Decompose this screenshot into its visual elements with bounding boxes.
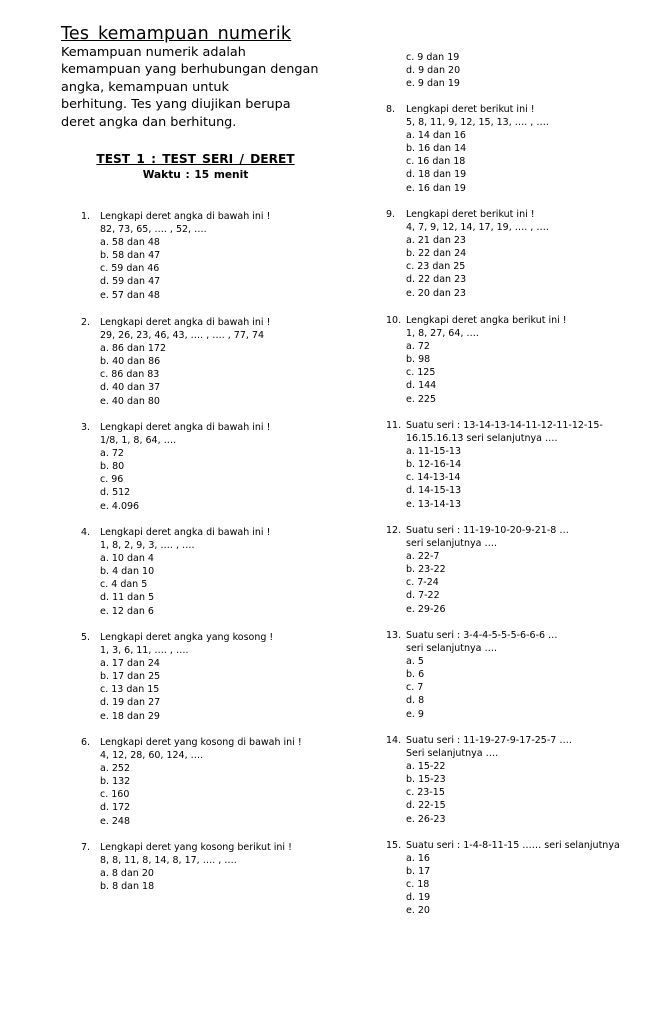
- question-text: 1/8, 1, 8, 64, ….: [100, 435, 177, 447]
- question-number: 14.: [386, 735, 402, 746]
- question-number: 8.: [386, 104, 396, 115]
- answer-option: b. 80: [100, 461, 125, 473]
- answer-option: d. 9 dan 20: [406, 65, 461, 77]
- question-number: 2.: [81, 317, 91, 328]
- answer-option: b. 15-23: [406, 774, 446, 786]
- question-text: Lengkapi deret yang kosong berikut ini !: [100, 842, 292, 853]
- question-number: 9.: [386, 209, 396, 220]
- answer-option: a. 10 dan 4: [100, 553, 154, 565]
- answer-option: e. 9: [406, 708, 424, 720]
- answer-option: a. 22-7: [406, 551, 440, 563]
- answer-option: a. 72: [100, 448, 124, 460]
- answer-option: a. 58 dan 48: [100, 237, 160, 249]
- answer-option: c. 14-13-14: [406, 472, 461, 484]
- answer-option: b. 16 dan 14: [406, 143, 467, 155]
- answer-option: a. 252: [100, 763, 130, 775]
- answer-option: b. 98: [406, 354, 431, 366]
- question-text: 16.15.16.13 seri selanjutnya ….: [406, 433, 558, 445]
- question-text: 8, 8, 11, 8, 14, 8, 17, …. , ….: [100, 855, 237, 867]
- answer-option: e. 18 dan 29: [100, 710, 160, 722]
- question-text: Lengkapi deret berikut ini !: [406, 104, 535, 115]
- question-text: Lengkapi deret angka yang kosong !: [100, 632, 274, 643]
- test-title: TEST 1 : TEST SERI / DERET: [96, 152, 295, 166]
- answer-option: e. 20 dan 23: [406, 287, 466, 299]
- answer-option: b. 6: [406, 669, 425, 681]
- question-text: Lengkapi deret yang kosong di bawah ini !: [100, 737, 302, 748]
- answer-option: e. 40 dan 80: [100, 395, 160, 407]
- question-number: 6.: [81, 737, 91, 748]
- document-title: Tes kemampuan numerik: [61, 24, 292, 44]
- answer-option: b. 12-16-14: [406, 459, 462, 471]
- question-text: Lengkapi deret angka di bawah ini !: [100, 422, 271, 433]
- answer-option: e. 225: [406, 393, 437, 405]
- answer-option: c. 7-24: [406, 577, 439, 589]
- answer-option: a. 14 dan 16: [406, 130, 466, 142]
- question-text: Suatu seri : 11-19-10-20-9-21-8 …: [406, 525, 569, 536]
- answer-option: a. 15-22: [406, 761, 446, 773]
- question-text: 4, 12, 28, 60, 124, ….: [100, 750, 204, 762]
- question-text: 1, 8, 27, 64, ….: [406, 328, 479, 340]
- question-text: Seri selanjutnya ….: [406, 748, 499, 760]
- answer-option: b. 17: [406, 866, 431, 878]
- question-number: 15.: [386, 840, 402, 851]
- answer-option: c. 7: [406, 682, 424, 694]
- answer-option: b. 22 dan 24: [406, 248, 467, 260]
- question-text: Suatu seri : 1-4-8-11-15 …… seri selanjutnya: [406, 840, 620, 851]
- question-text: seri selanjutnya ….: [406, 643, 498, 655]
- answer-option: c. 4 dan 5: [100, 579, 148, 591]
- answer-option: a. 11-15-13: [406, 446, 461, 458]
- question-number: 13.: [386, 630, 402, 641]
- answer-option: c. 23-15: [406, 787, 445, 799]
- question-number: 12.: [386, 525, 402, 536]
- question-text: 82, 73, 65, …. , 52, ….: [100, 224, 207, 236]
- answer-option: d. 19: [406, 892, 431, 904]
- answer-option: e. 57 dan 48: [100, 289, 160, 301]
- answer-option: c. 96: [100, 474, 124, 486]
- intro-paragraph: [61, 44, 336, 131]
- answer-option: d. 19 dan 27: [100, 697, 161, 709]
- answer-option: b. 8 dan 18: [100, 881, 155, 893]
- answer-option: d. 11 dan 5: [100, 592, 155, 604]
- answer-option: d. 59 dan 47: [100, 276, 161, 288]
- question-number: 11.: [386, 420, 402, 431]
- answer-option: e. 12 dan 6: [100, 605, 154, 617]
- question-number: 5.: [81, 632, 91, 643]
- answer-option: c. 160: [100, 789, 130, 801]
- answer-option: d. 14-15-13: [406, 485, 462, 497]
- answer-option: c. 86 dan 83: [100, 369, 160, 381]
- answer-option: d. 144: [406, 380, 437, 392]
- answer-option: e. 26-23: [406, 813, 446, 825]
- answer-option: e. 29-26: [406, 603, 446, 615]
- answer-option: b. 58 dan 47: [100, 250, 161, 262]
- answer-option: e. 16 dan 19: [406, 182, 466, 194]
- question-text: Lengkapi deret berikut ini !: [406, 209, 535, 220]
- question-text: Lengkapi deret angka di bawah ini !: [100, 527, 271, 538]
- question-number: 10.: [386, 315, 402, 326]
- answer-option: e. 248: [100, 815, 131, 827]
- question-text: Suatu seri : 13-14-13-14-11-12-11-12-15-: [406, 420, 603, 431]
- question-text: Suatu seri : 3-4-4-5-5-5-6-6-6 …: [406, 630, 558, 641]
- question-text: 4, 7, 9, 12, 14, 17, 19, …. , ….: [406, 222, 549, 234]
- answer-option: e. 20: [406, 905, 430, 917]
- answer-option: d. 172: [100, 802, 131, 814]
- question-text: Lengkapi deret angka di bawah ini !: [100, 211, 271, 222]
- question-text: Lengkapi deret angka di bawah ini !: [100, 317, 271, 328]
- intro-line: deret angka dan berhitung.: [61, 114, 237, 130]
- test-time-limit: Waktu : 15 menit: [142, 169, 249, 181]
- answer-option: c. 125: [406, 367, 436, 379]
- question-7-continued: [406, 51, 460, 90]
- intro-line: angka, kemampuan untuk: [61, 79, 229, 95]
- question-text: 1, 3, 6, 11, …. , ….: [100, 645, 189, 657]
- answer-option: d. 18 dan 19: [406, 169, 467, 181]
- answer-option: d. 22 dan 23: [406, 274, 467, 286]
- question-number: 7.: [81, 842, 91, 853]
- answer-option: c. 9 dan 19: [406, 52, 460, 63]
- answer-option: b. 40 dan 86: [100, 356, 161, 368]
- question-text: Suatu seri : 11-19-27-9-17-25-7 ….: [406, 735, 572, 746]
- intro-line: berhitung. Tes yang diujikan berupa: [61, 97, 291, 113]
- answer-option: a. 5: [406, 656, 424, 668]
- answer-option: d. 512: [100, 487, 131, 499]
- test-heading: [72, 152, 319, 181]
- answer-option: c. 59 dan 46: [100, 263, 160, 275]
- question-text: seri selanjutnya ….: [406, 538, 498, 550]
- answer-option: b. 17 dan 25: [100, 671, 161, 683]
- answer-option: d. 7-22: [406, 590, 440, 602]
- answer-option: d. 40 dan 37: [100, 382, 161, 394]
- answer-option: a. 17 dan 24: [100, 658, 160, 670]
- question-text: 29, 26, 23, 46, 43, …. , …. , 77, 74: [100, 330, 265, 342]
- question-number: 1.: [81, 211, 91, 222]
- intro-line: Kemampuan numerik adalah: [61, 45, 246, 60]
- question-text: 5, 8, 11, 9, 12, 15, 13, …. , ….: [406, 117, 549, 129]
- answer-option: a. 16: [406, 853, 430, 865]
- answer-option: a. 86 dan 172: [100, 343, 166, 355]
- answer-option: e. 9 dan 19: [406, 78, 460, 90]
- intro-line: kemampuan yang berhubungan dengan: [61, 62, 319, 78]
- answer-option: a. 21 dan 23: [406, 235, 466, 247]
- answer-option: c. 18: [406, 879, 430, 891]
- answer-option: a. 8 dan 20: [100, 868, 154, 880]
- answer-option: b. 4 dan 10: [100, 566, 155, 578]
- question-number: 3.: [81, 422, 91, 433]
- answer-option: d. 22-15: [406, 800, 446, 812]
- answer-option: c. 23 dan 25: [406, 261, 466, 273]
- answer-option: e. 13-14-13: [406, 498, 462, 510]
- answer-option: e. 4.096: [100, 500, 140, 512]
- answer-option: d. 8: [406, 695, 425, 707]
- question-number: 4.: [81, 527, 91, 538]
- answer-option: b. 132: [100, 776, 131, 788]
- question-text: Lengkapi deret angka berikut ini !: [406, 315, 567, 326]
- answer-option: c. 16 dan 18: [406, 156, 466, 168]
- answer-option: a. 72: [406, 341, 430, 353]
- question-text: 1, 8, 2, 9, 3, …. , ….: [100, 540, 195, 552]
- answer-option: c. 13 dan 15: [100, 684, 160, 696]
- answer-option: b. 23-22: [406, 564, 446, 576]
